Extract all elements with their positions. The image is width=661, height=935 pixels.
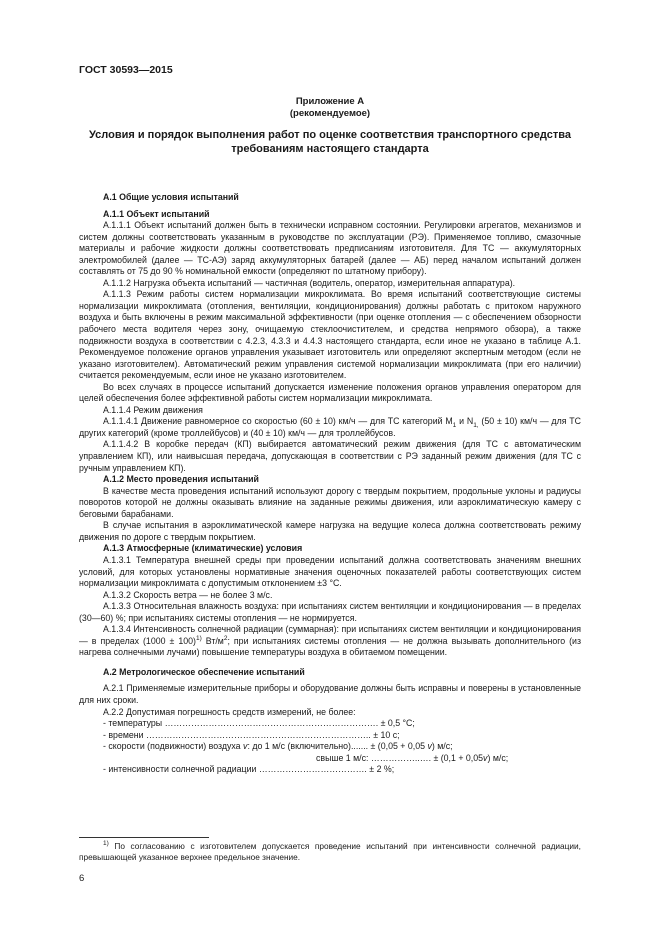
paragraph-a1112: А.1.1.2 Нагрузка объекта испытаний — частичная (водитель, оператор, измерительная аппаратура). xyxy=(103,277,516,288)
tolerance-time: - времени ………………………………………………………………….. ± 10 с; xyxy=(103,729,400,740)
section-a13-heading: А.1.3 Атмосферные (климатические) условия xyxy=(103,543,303,554)
footnote xyxy=(79,841,581,863)
standard-header: ГОСТ 30593—2015 xyxy=(79,64,173,76)
tolerance-solar: - интенсивности солнечной радиации ………………………………. ± 2 %; xyxy=(103,764,395,775)
appendix-title-line1: Условия и порядок выполнения работ по оценке соответствия транспортного средства xyxy=(89,129,571,141)
section-a1-heading: А.1 Общие условия испытаний xyxy=(103,192,239,202)
paragraph-a1111: А.1.1.1 Объект испытаний должен быть в технически исправном состоянии. Регулировки агрегатов, механизмов и систем должны соответствовать указанным в руководстве по эксплуатации (РЭ). Применяемое топливо, смазочные материалы и рабочие жидкости должны соответствовать предписаниям изготовителя. Для ТС — аккумуляторных электромобилей (далее — ТС-АЭ) заряд аккумуляторных батарей (далее — АБ) перед началом испытаний должен составлять от 75 до 90 % номинальной емкости (определяют по штатному прибору). xyxy=(79,220,581,277)
paragraph-a21: А.2.1 Применяемые измерительные приборы и оборудование должны быть исправны и поверены в установленные для них сроки. xyxy=(79,683,581,705)
footnote-divider xyxy=(79,837,209,838)
paragraph-a1113: А.1.1.3 Режим работы систем нормализации микроклимата. Во время испытаний соответствующие системы нормализации микроклимата (отопления, вентиляции, кондиционирования) должны работать с притоком наружного воздуха и быть включены в режим максимальной эффективности (при оценке отопления — с обеспечением обзорности рабочего места водителя через зону, очищаемую стеклоочистителем, и средства непрямого обзора), а также подвижности воздуха в соответствии с 4.2.3, 4.3.3 и 4.4.3 настоящего стандарта, если иное не указано в таблице А.1. Рекомендуемое положение органов управления указывает изготовитель или определяют экспертным методом (если не указано изготовителем). Автоматический режим управления системой нормализации микроклимата (при его наличии) считается рекомендуемым, если иное не указано изготовителем. xyxy=(79,289,581,381)
appendix-label: Приложение А xyxy=(295,96,365,107)
tolerance-air-speed-high: свыше 1 м/с: ……………..…. ± (0,1 + 0,05v) м/с; xyxy=(316,752,509,763)
paragraph-a131: А.1.3.1 Температура внешней среды при проведении испытаний должна соответствовать значениям внешних условий, для которых установлены нормативные значения оценочных показателей работы соответствующих систем нормализации микроклимата с допустимым отклонением ±3 °С. xyxy=(79,554,581,589)
footnote-marker: 1) xyxy=(103,840,109,848)
paragraph-a12-1: В качестве места проведения испытаний используют дорогу с твердым покрытием, продольные уклоны и радиусы поворотов которой не должны оказывать влияние на заданные режимы движения, или аэроклиматическую камеру с беговыми барабанами. xyxy=(79,485,581,519)
paragraph-all-cases: Во всех случаях в процессе испытаний допускается изменение положения органов управления оператором для целей обеспечения более эффективной работы систем нормализации микроклимата. xyxy=(79,381,581,404)
paragraph-a134: А.1.3.4 Интенсивность солнечной радиации (суммарная): при испытаниях систем вентиляции и кондиционирования — в пределах $(1000 \pm 100)^{1)}$ $Вт/м^2$; при испытаниях системы отопления — не должна вызывать дополнительного (из нагрева солнечными лучами) повышение температуры воздуха в обитаемом помещении. xyxy=(79,624,582,658)
tolerance-list xyxy=(79,718,581,776)
paragraph-a11142: А.1.1.4.2 В коробке передач (КП) выбирается автоматический режим движения (для ТС с автоматическим управлением КП), или наивысшая передача, допускающая в соответствии с РЭ заданный режим движения (для ТС с ручным управлением КП). xyxy=(79,439,581,473)
paragraph-a133: А.1.3.3 Относительная влажность воздуха: при испытаниях систем вентиляции и кондиционирования — в пределах (30—60) %; при испытаниях системы отопления — не нормируется. xyxy=(79,601,581,623)
tolerance-temperature: - температуры ………………………………………………………………. ± 0,5 °С; xyxy=(103,718,415,729)
paragraph-a132: А.1.3.2 Скорость ветра — не более 3 м/с. xyxy=(103,589,273,600)
appendix-title-line2: требованиям настоящего стандарта xyxy=(231,143,429,155)
section-a12-heading: А.1.2 Место проведения испытаний xyxy=(103,474,259,485)
page-number: 6 xyxy=(79,873,85,884)
appendix-type: (рекомендуемое) xyxy=(289,107,371,119)
paragraph-a22: А.2.2 Допустимая погрешность средств измерений, не более: xyxy=(103,706,356,717)
section-a2-heading: А.2 Метрологическое обеспечение испытаний xyxy=(103,666,305,677)
main-content xyxy=(79,192,581,776)
section-a11-heading: А.1.1 Объект испытаний xyxy=(103,208,210,219)
tolerance-air-speed: - скорости (подвижности) воздуха v: до 1 м/с (включительно)....... ± (0,05 + 0,05 v) м/с; xyxy=(103,741,453,752)
paragraph-a11141: А.1.1.4.1 Движение равномерное со скоростью (60 ± 10) км/ч — для ТС категорий $М_1$ и $N_{1,}$ (50 ± 10) км/ч — для ТС других категорий (кроме троллейбусов) и (40 ± 10) км/ч — для троллейбусов. xyxy=(79,416,582,438)
paragraph-a12-2: В случае испытания в аэроклиматической камере нагрузка на ведущие колеса должна соответствовать режиму движения по дороге с твердым покрытием. xyxy=(79,520,581,542)
appendix-title xyxy=(80,128,580,156)
paragraph-a1114: А.1.1.4 Режим движения xyxy=(103,404,203,415)
appendix-label-block xyxy=(80,96,580,119)
footnote-text: По согласованию с изготовителем допускается проведение испытаний при интенсивности солнечной радиации, превышающей указанное верхнее предельное значение. xyxy=(79,841,581,862)
